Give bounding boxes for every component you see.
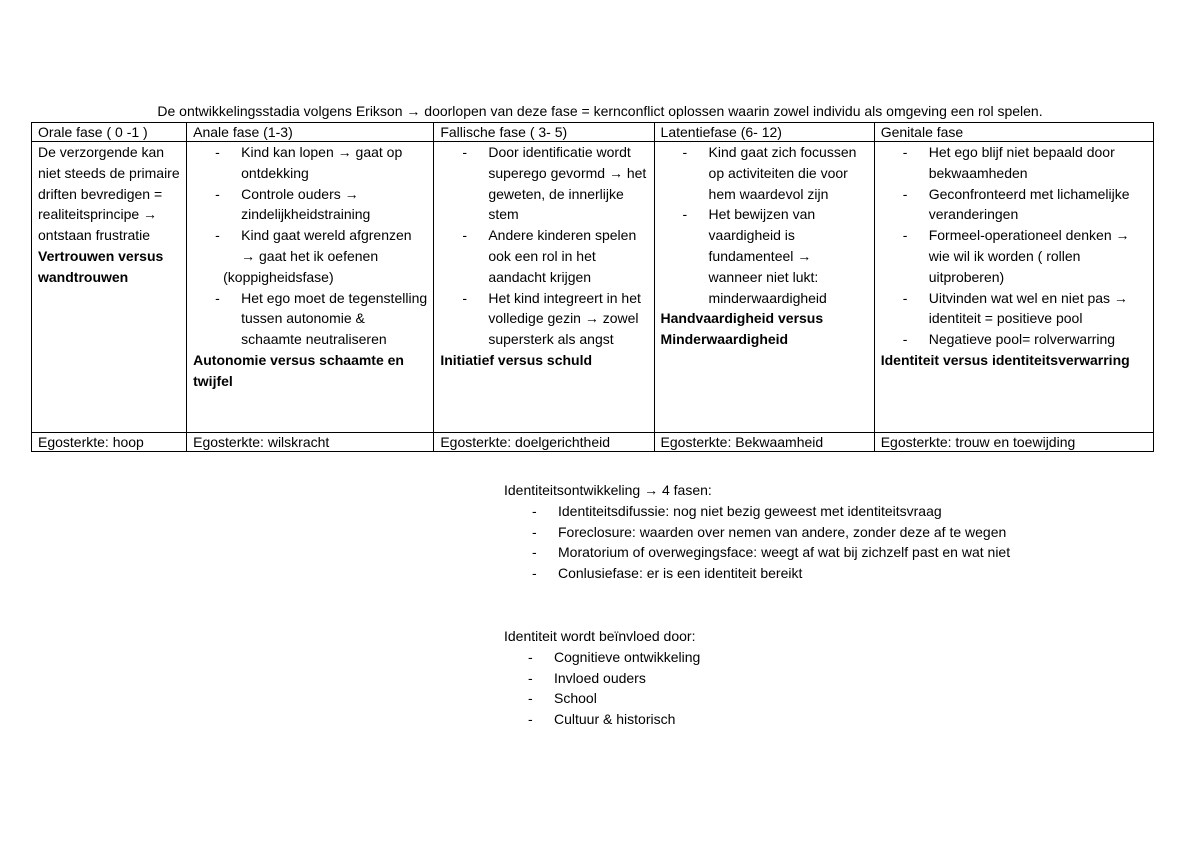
list-item: - Foreclosure: waarden over nemen van andere, zonder deze af te wegen <box>504 522 1164 543</box>
genitale-conflict: Identiteit versus identiteitsverwarring <box>880 351 1130 368</box>
header-anale-fase: Anale fase (1-3) <box>187 123 434 142</box>
egosterkte-latentie: Egosterkte: Bekwaamheid <box>654 433 874 452</box>
table-header-row <box>32 123 1154 142</box>
list-item: - Controle ouders → zindelijkheidstraining <box>193 184 427 226</box>
egosterkte-orale: Egosterkte: hoop <box>32 433 187 452</box>
list-item: - Het ego blijf niet bepaald door bekwaamheden <box>881 142 1147 184</box>
orale-intro: De verzorgende kan niet steeds de primaire driften bevredigen = realiteitsprincipe → ontstaan frustratie <box>38 144 180 244</box>
erikson-stages-table <box>31 122 1154 452</box>
list-item: - Negatieve pool= rolverwarring <box>881 329 1147 350</box>
header-fallische-fase: Fallische fase ( 3- 5) <box>434 123 654 142</box>
invloed-list <box>504 647 904 730</box>
cell-orale-fase <box>32 142 187 433</box>
cell-anale-fase <box>187 142 434 433</box>
list-item: - Conlusiefase: er is een identiteit bereikt <box>504 563 1164 584</box>
genitale-list <box>881 142 1147 350</box>
header-genitale-fase: Genitale fase <box>874 123 1153 142</box>
list-item: - Cultuur & historisch <box>504 709 904 730</box>
section-heading: Identiteit wordt beïnvloed door: <box>504 628 696 644</box>
anale-list <box>193 142 427 267</box>
fasen-list <box>504 501 1164 584</box>
list-item: - Moratorium of overwegingsface: weegt af wat bij zichzelf past en wat niet <box>504 542 1164 563</box>
page-title: De ontwikkelingsstadia volgens Erikson → doorlopen van deze fase = kernconflict oplossen waarin zowel individu als omgeving een rol spelen. <box>157 103 1043 119</box>
list-item: - Door identificatie wordt superego gevormd → het geweten, de innerlijke stem <box>440 142 647 225</box>
cell-genitale-fase <box>874 142 1153 433</box>
anale-extra-note: (koppigheidsfase) <box>223 268 334 285</box>
list-item: - Andere kinderen spelen ook een rol in het aandacht krijgen <box>440 225 647 287</box>
egosterkte-fallische: Egosterkte: doelgerichtheid <box>434 433 654 452</box>
list-item: - School <box>504 688 904 709</box>
cell-latentiefase <box>654 142 874 433</box>
anale-conflict: Autonomie versus schaamte en twijfel <box>193 351 404 389</box>
egosterkte-anale: Egosterkte: wilskracht <box>187 433 434 452</box>
list-item: - Geconfronteerd met lichamelijke veranderingen <box>881 184 1147 226</box>
section-heading: Identiteitsontwikkeling → 4 fasen: <box>504 482 712 498</box>
list-item: - Het kind integreert in het volledige gezin → zowel supersterk als angst <box>440 288 647 350</box>
list-item: - Kind gaat zich focussen op activiteiten die voor hem waardevol zijn <box>661 142 868 204</box>
table-content-row <box>32 142 1154 433</box>
list-item: - Het bewijzen van vaardigheid is fundamenteel → wanneer niet lukt: minderwaardigheid <box>661 204 868 308</box>
list-item: - Kind kan lopen → gaat op ontdekking <box>193 142 427 184</box>
list-item: - Cognitieve ontwikkeling <box>504 647 904 668</box>
list-item: - Invloed ouders <box>504 668 904 689</box>
fallische-list <box>440 142 647 350</box>
invloed-section <box>504 626 904 730</box>
latentie-list <box>661 142 868 308</box>
anale-list-2 <box>193 288 427 350</box>
list-item: - Het ego moet de tegenstelling tussen autonomie & schaamte neutraliseren <box>193 288 427 350</box>
egosterkte-genitale: Egosterkte: trouw en toewijding <box>874 433 1153 452</box>
latentie-conflict: Handvaardigheid versus Minderwaardigheid <box>660 310 824 348</box>
orale-conflict: Vertrouwen versus wandtrouwen <box>38 247 164 285</box>
header-orale-fase: Orale fase ( 0 -1 ) <box>32 123 187 142</box>
cell-fallische-fase <box>434 142 654 433</box>
header-latentiefase: Latentiefase (6- 12) <box>654 123 874 142</box>
identiteitsontwikkeling-section <box>504 480 1164 584</box>
list-item: - Kind gaat wereld afgrenzen → gaat het ik oefenen <box>193 225 427 267</box>
fallische-conflict: Initiatief versus schuld <box>440 351 593 368</box>
list-item: - Uitvinden wat wel en niet pas → identiteit = positieve pool <box>881 288 1147 330</box>
list-item: - Identiteitsdifussie: nog niet bezig geweest met identiteitsvraag <box>504 501 1164 522</box>
table-footer-row <box>32 433 1154 452</box>
list-item: - Formeel-operationeel denken → wie wil ik worden ( rollen uitproberen) <box>881 225 1147 287</box>
